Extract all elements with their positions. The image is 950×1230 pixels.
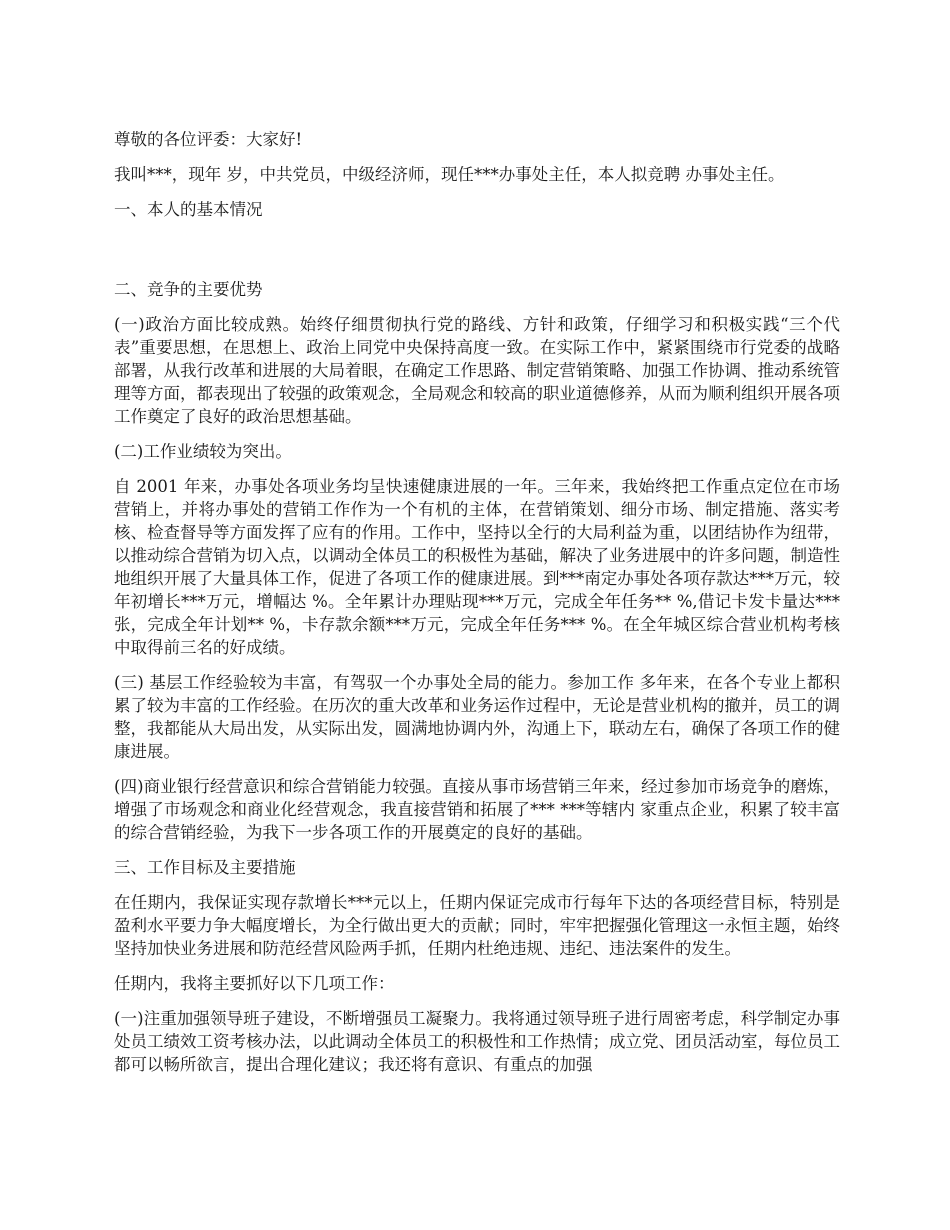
paragraph-marketing: (四)商业银行经营意识和综合营销能力较强。直接从事市场营销三年来，经过参加市场竞争的磨炼，增强了市场观念和商业化经营观念，我直接营销和拓展了*** ***等辖内 家重点企业，积累了较丰富的综合营销经验，为我下一步各项工作的开展奠定的良好的基础。 bbox=[114, 777, 840, 842]
document-body bbox=[114, 128, 840, 1088]
paragraph-performance: 自 2001 年来，办事处各项业务均呈快速健康进展的一年。三年来，我始终把工作重点定位在市场营销上，并将办事处的营销工作作为一个有机的主体，在营销策划、细分市场、制定措施、落实考核、检查督导等方面发挥了应有的作用。工作中，坚持以全行的大局利益为重，以团结协作为纽带，以推动综合营销为切入点，以调动全体员工的积极性为基础，解决了业务进展中的许多问题，制造性地组织开展了大量具体工作，促进了各项工作的健康进展。到***南定办事处各项存款达***万元，较年初增长***万元，增幅达 %。全年累计办理贴现***万元，完成全年任务** %,借记卡发卡量达***张，完成全年计划** %，卡存款余额***万元，完成全年任务*** %。在全年城区综合营业机构考核中取得前三名的好成绩。 bbox=[114, 477, 840, 657]
paragraph-work-intro: 任期内，我将主要抓好以下几项工作： bbox=[114, 974, 395, 993]
section-heading-goals: 三、工作目标及主要措施 bbox=[114, 858, 296, 877]
section-heading-advantages: 二、竞争的主要优势 bbox=[114, 280, 263, 299]
paragraph-leadership: (一)注重加强领导班子建设，不断增强员工凝聚力。我将通过领导班子进行周密考虑，科学制定办事处员工绩效工资考核办法，以此调动全体员工的积极性和工作热情；成立党、团员活动室，每位员工都可以畅所欲言，提出合理化建议；我还将有意识、有重点的加强 bbox=[114, 1009, 840, 1074]
paragraph-political: (一)政治方面比较成熟。始终仔细贯彻执行党的路线、方针和政策，仔细学习和积极实践“三个代表”重要思想，在思想上、政治上同党中央保持高度一致。在实际工作中，紧紧围绕市行党委的战略部署，从我行改革和进展的大局着眼，在确定工作思路、制定营销策略、加强工作协调、推动系统管理等方面，都表现出了较强的政策观念，全局观念和较高的职业道德修养，从而为顺利组织开展各项工作奠定了良好的政治思想基础。 bbox=[114, 315, 840, 426]
section-heading-basic-info: 一、本人的基本情况 bbox=[114, 200, 263, 219]
intro-paragraph: 我叫***，现年 岁，中共党员，中级经济师，现任***办事处主任，本人拟竞聘 办事处主任。 bbox=[114, 165, 785, 184]
greeting: 尊敬的各位评委：大家好! bbox=[114, 130, 303, 149]
paragraph-goals: 在任期内，我保证实现存款增长***元以上，任期内保证完成市行每年下达的各项经营目标，特别是盈利水平要力争大幅度增长，为全行做出更大的贡献；同时，牢牢把握强化管理这一永恒主题，始终坚持加快业务进展和防范经营风险两手抓，任期内杜绝违规、违纪、违法案件的发生。 bbox=[114, 893, 840, 958]
paragraph-experience: (三) 基层工作经验较为丰富，有驾驭一个办事处全局的能力。参加工作 多年来，在各个专业上都积累了较为丰富的工作经验。在历次的重大改革和业务运作过程中，无论是营业机构的撤并，员工的调整，我都能从大局出发，从实际出发，圆满地协调内外，沟通上下，联动左右，确保了各项工作的健康进展。 bbox=[114, 673, 840, 761]
subheading-performance: (二)工作业绩较为突出。 bbox=[114, 442, 292, 461]
